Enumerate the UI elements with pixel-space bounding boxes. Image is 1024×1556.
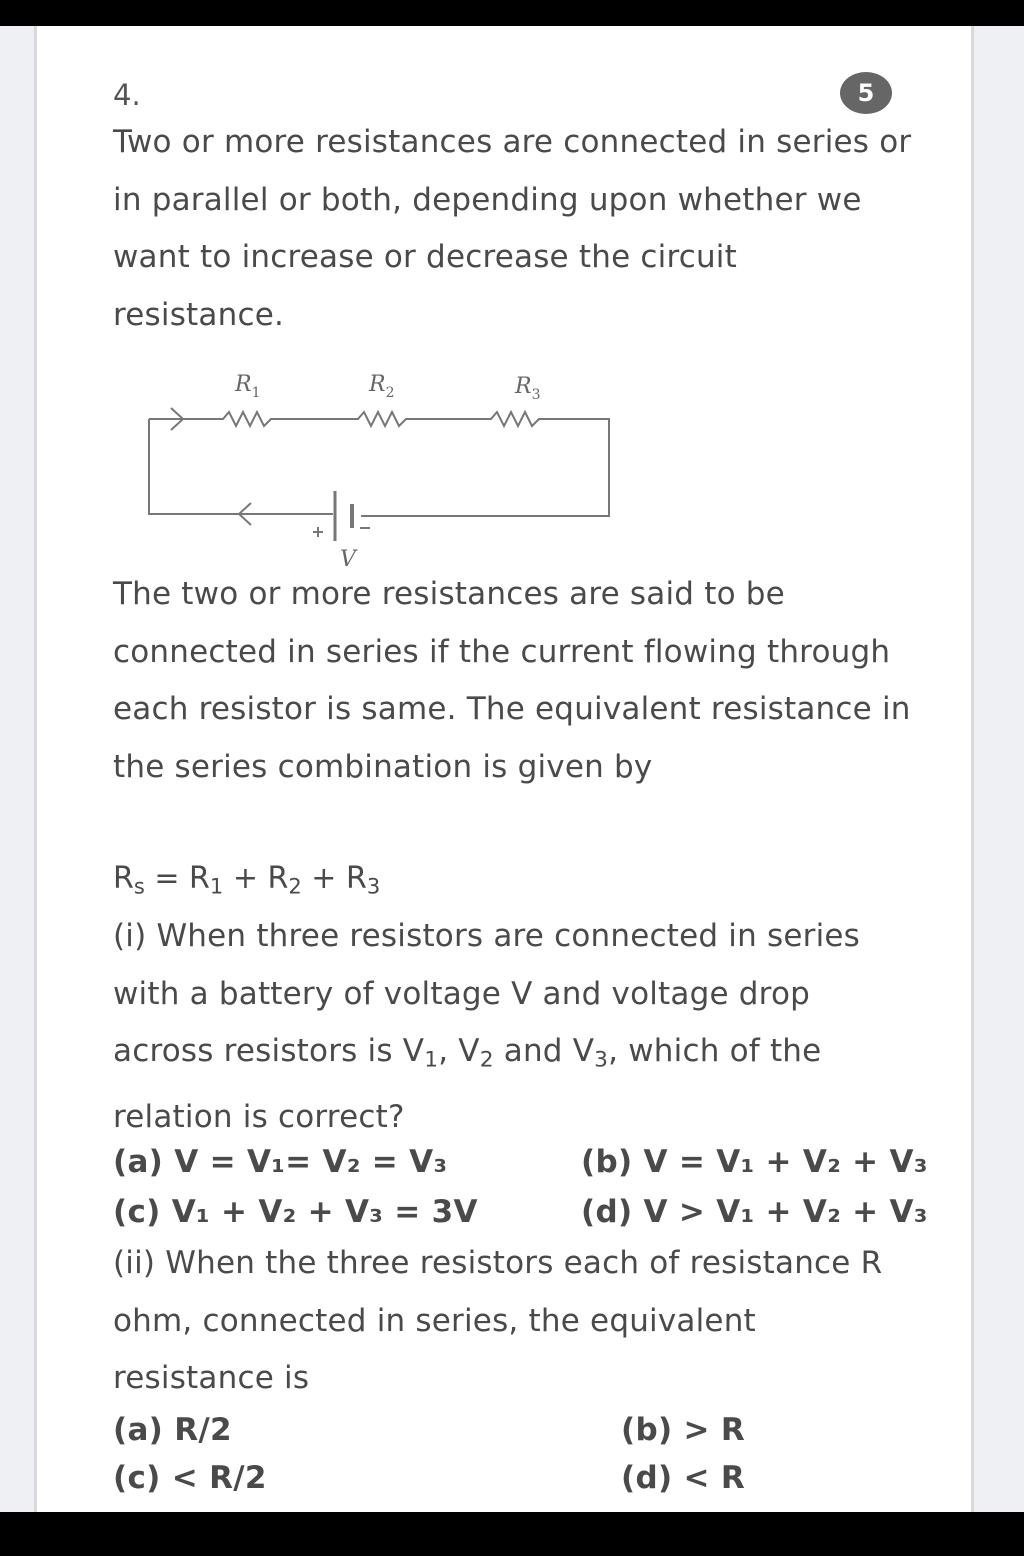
svg-text:R3: $R_3$ [515, 374, 541, 403]
question-card [34, 26, 974, 1512]
part2-option-a[interactable]: (a) R/2 [113, 1412, 232, 1448]
part1-question: (i) When three resistors are connected in series with a battery of voltage V and voltage drop across resistors is $V_1$, $V_2$ and $V_3$, which of the relation is correct? [113, 918, 861, 1135]
part2-option-c[interactable]: (c) < R/2 [113, 1460, 267, 1496]
svg-text:R2: $R_2$ [369, 372, 395, 401]
part1-option-a[interactable]: (a) V = V₁= V₂ = V₃ [113, 1144, 448, 1180]
part1-option-b[interactable]: (b) V = V₁ + V₂ + V₃ [581, 1144, 928, 1180]
series-formula: $R_s = R_1 + R_2 + R_3$ [113, 861, 381, 899]
intro-text: Two or more resistances are connected in series or in parallel or both, depending upon whether we want to increase or decrease the circuit resistance. [113, 124, 912, 333]
svg-text:R1: $R_1$ [235, 372, 261, 401]
part2-option-b[interactable]: (b) > R [621, 1412, 746, 1448]
question-number: 4. [113, 78, 141, 112]
explanation-text: The two or more resistances are said to be connected in series if the current flowing through each resistor is same. The equivalent resistance in the series combination is given by [113, 576, 911, 785]
series-circuit-diagram [133, 346, 643, 576]
svg-text:V: V [340, 547, 356, 572]
screen [0, 26, 1024, 1512]
part2-option-d[interactable]: (d) < R [621, 1460, 746, 1496]
part1-option-c[interactable]: (c) V₁ + V₂ + V₃ = 3V [113, 1194, 478, 1230]
part2-question: (ii) When the three resistors each of resistance R ohm, connected in series, the equivalent resistance is [113, 1245, 883, 1396]
marks-badge: 5 [840, 72, 892, 114]
part1-option-d[interactable]: (d) V > V₁ + V₂ + V₃ [581, 1194, 928, 1230]
